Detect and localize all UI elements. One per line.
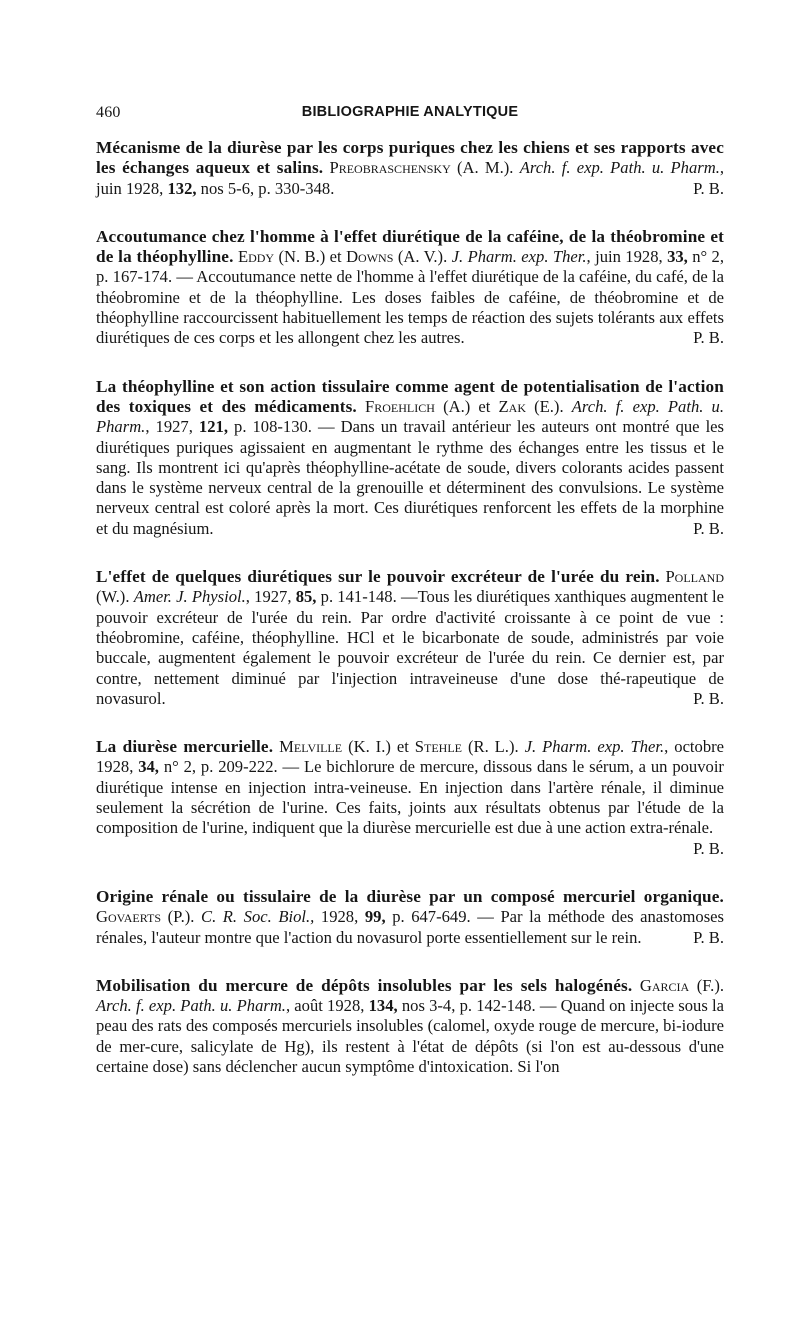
entry-initials: (R. L.).	[467, 737, 519, 757]
bibliography-entries	[96, 138, 724, 1105]
entry-volume: 85,	[295, 587, 317, 607]
entry-author: Eddy	[237, 247, 275, 267]
entry-body: — Par la méthode des anastomoses rénales, l'auteur montre que l'action du novasurol porte essentiellement sur le rein.	[96, 907, 724, 947]
entry-issue: n° 2, p. 209-222.	[163, 757, 278, 777]
entry-initials: (A. M.).	[456, 158, 514, 178]
entry-date: juin 1928,	[595, 247, 663, 267]
entry-text: Accoutumance chez l'homme à l'effet diurétique de la caféine, de la théobromine et de la théophylline. Eddy (N. B.) et Downs (A. V.). J. Pharm. exp. Ther., juin 1928, 33, n° 2, p. 167-174. — Accoutumance nette de l'homme à l'effet diurétique de la caféine, du café, de la théobromine et de la théophylline. Les doses faibles de caféine, de théobromine et de théophylline raccourcissent habituellement les temps de réaction des sujets tolérants aux effets diurétiques de ces corps et les allongent chez les autres. P. B.	[96, 226, 724, 348]
entry-signature: P. B.	[693, 688, 724, 708]
bibliography-entry	[96, 737, 724, 859]
entry-signature: P. B.	[693, 178, 724, 198]
entry-journal: C. R. Soc. Biol.,	[201, 907, 315, 927]
entry-initials: (W.).	[96, 587, 130, 607]
entry-title: La théophylline et son action tissulaire comme agent de potentialisation de l'action des toxiques et des médicaments.	[96, 376, 724, 416]
entry-volume: 121,	[198, 417, 228, 437]
entry-author: Melville	[279, 737, 343, 757]
entry-volume: 134,	[368, 996, 398, 1016]
entry-signature: P. B.	[693, 927, 724, 947]
entry-text: Mécanisme de la diurèse par les corps puriques chez les chiens et ses rapports avec les échanges aqueux et salins. Preobraschensky (A. M.). Arch. f. exp. Path. u. Pharm., juin 1928, 132, nos 5-6, p. 330-348. P. B.	[96, 138, 725, 198]
entry-author-2: Downs	[346, 247, 394, 267]
entry-date: 1927,	[155, 417, 193, 437]
entry-initials: (F.).	[696, 975, 724, 995]
entry-signature: P. B.	[693, 518, 724, 538]
entry-title: Origine rénale ou tissulaire de la diurèse par un composé mercuriel organique.	[96, 886, 724, 906]
bibliography-entry	[96, 567, 724, 709]
entry-title: Mobilisation du mercure de dépôts insolubles par les sels halogénés.	[96, 975, 633, 995]
entry-journal: J. Pharm. exp. Ther.	[524, 737, 665, 757]
entry-author: Garcia	[639, 975, 690, 995]
entry-author-2: Zak	[498, 396, 526, 416]
entry-body: — Dans un travail antérieur les auteurs ont montré que les diurétiques puriques agissaient en augmentant le rythme des échanges entre les tissus et le sang. Ils montrent ici qu'après théophylline-acétate de soude, divers colorants acides passent dans le système nerveux central de la grenouille et déterminent des convulsions. Le système nerveux central est coloré après la mort. Ces diurétiques renforcent les effets de la morphine et du magnésium.	[96, 417, 725, 538]
bibliography-entry	[96, 976, 724, 1077]
entry-title: L'effet de quelques diurétiques sur le pouvoir excréteur de l'urée du rein.	[96, 567, 660, 587]
entry-initials: (E.).	[534, 396, 564, 416]
entry-text: L'effet de quelques diurétiques sur le pouvoir excréteur de l'urée du rein. Polland (W.). Amer. J. Physiol., 1927, 85, p. 141-148. —Tous les diurétiques xanthiques augmentent le pouvoir excréteur de l'urée du rein. Par ordre d'activité croissante à ce point de vue : théobromine, caféine, théophylline. HCl et le bicarbonate de soude, administrés par voie buccale, augmentent également le pouvoir excréteur de l'urée du rein. Ce dernier est, par contre, nettement diminué par l'injection intraveineuse d'une dose thé-rapeutique de novasurol. P. B.	[96, 567, 725, 708]
entry-author-tail: (N. B.) et	[278, 247, 342, 267]
entry-author-tail: (A.) et	[443, 396, 491, 416]
entry-issue: nos 5-6, p. 330-348.	[200, 178, 335, 198]
running-header	[96, 104, 724, 128]
entry-journal: Arch. f. exp. Path. u. Pharm.	[96, 396, 724, 437]
entry-date: 1927,	[254, 587, 292, 607]
entry-issue: p. 108-130.	[234, 417, 312, 437]
entry-body: — Accoutumance nette de l'homme à l'effet diurétique de la caféine, du café, de la théobromine et de la théophylline. Les doses faibles de caféine, de théobromine et de théophylline raccourcissent habituellement les temps de réaction des sujets tolérants aux effets diurétiques de ces corps et les allongent chez les autres.	[96, 267, 724, 348]
entry-author: Govaerts	[96, 907, 162, 927]
running-title: BIBLIOGRAPHIE ANALYTIQUE	[301, 104, 519, 120]
bibliography-entry	[96, 887, 724, 948]
entry-date: octobre 1928,	[96, 737, 725, 777]
entry-journal: J. Pharm. exp. Ther.	[451, 247, 587, 267]
entry-author: Froehlich	[365, 396, 435, 416]
entry-initials: (P.).	[167, 907, 195, 927]
entry-journal: Arch. f. exp. Path. u. Pharm.	[96, 996, 286, 1016]
entry-title: Mécanisme de la diurèse par les corps puriques chez les chiens et ses rapports avec les échanges aqueux et salins.	[96, 138, 724, 178]
entry-body: — Le bichlorure de mercure, dissous dans le sérum, a un pouvoir diurétique intense en injection intra-veineuse. En injection dans l'artère rénale, il diminue seulement la sécrétion de l'urine. Ces faits, joints aux résultats obtenus par l'étude de la composition de l'urine, indiquent que la diurèse mercurielle est due à une action extra-rénale.	[96, 757, 724, 838]
entry-author-2: Stehle	[414, 737, 462, 757]
entry-date: août 1928,	[294, 996, 365, 1016]
entry-issue: p. 141-148.	[320, 587, 397, 607]
bibliography-entry	[96, 227, 724, 349]
entry-author-tail: (K. I.) et	[348, 737, 409, 757]
bibliography-entry	[96, 377, 724, 539]
bibliography-entry	[96, 138, 724, 199]
entry-date: juin 1928,	[96, 178, 164, 198]
entry-volume: 33,	[667, 247, 688, 267]
entry-text	[96, 887, 724, 948]
entry-signature: P. B.	[693, 328, 724, 348]
entry-text: La théophylline et son action tissulaire comme agent de potentialisation de l'action des toxiques et des médicaments. Froehlich (A.) et Zak (E.). Arch. f. exp. Path. u. Pharm., 1927, 121, p. 108-130. — Dans un travail antérieur les auteurs ont montré que les diurétiques puriques agissaient en augmentant le rythme des échanges entre les tissus et le sang. Ils montrent ici qu'après théophylline-acétate de soude, divers colorants acides passent dans le système nerveux central de la grenouille et déterminent des convulsions. Le système nerveux central est coloré après la mort. Ces diurétiques renforcent les effets de la morphine et du magnésium. P. B.	[96, 376, 725, 538]
entry-volume: 132,	[167, 178, 197, 198]
entry-issue: p. 647-649.	[392, 907, 471, 927]
entry-text: La diurèse mercurielle. Melville (K. I.) et Stehle (R. L.). J. Pharm. exp. Ther., octobre 1928, 34, n° 2, p. 209-222. — Le bichlorure de mercure, dissous dans le sérum, a un pouvoir diurétique intense en injection intra-veineuse. En injection dans l'artère rénale, il diminue seulement la sécrétion de l'urine. Ces faits, joints aux résultats obtenus par l'étude de la composition de l'urine, indiquent que la diurèse mercurielle est due à une action extra-rénale. P. B.	[96, 737, 725, 858]
entry-journal: Amer. J. Physiol.	[133, 587, 246, 607]
entry-body: — Quand on injecte sous la peau des rats des composés mercuriels insolubles (calomel, oxyde rouge de mercure, bi-iodure de mer-cure, salicylate de Hg), ils restent à l'état de dépôts (si l'on est au-dessous d'une certaine dose) sans déclencher aucun symptôme d'intoxication. Si l'on	[96, 996, 724, 1076]
entry-date: 1928,	[320, 907, 359, 927]
entry-volume: 34,	[138, 757, 159, 777]
entry-issue: nos 3-4, p. 142-148.	[401, 996, 536, 1016]
entry-initials: (A. V.).	[397, 247, 448, 267]
entry-volume: 99,	[364, 907, 386, 927]
entry-author: Polland	[665, 567, 724, 587]
page-number: 460	[96, 104, 121, 121]
entry-issue: n° 2, p. 167-174.	[96, 247, 724, 287]
entry-signature: P. B.	[693, 838, 724, 858]
entry-text: Mobilisation du mercure de dépôts insolubles par les sels halogénés. Garcia (F.). Arch. f. exp. Path. u. Pharm., août 1928, 134, nos 3-4, p. 142-148. — Quand on injecte sous la peau des rats des composés mercuriels insolubles (calomel, oxyde rouge de mercure, bi-iodure de mer-cure, salicylate de Hg), ils restent à l'état de dépôts (si l'on est au-dessous d'une certaine dose) sans déclencher aucun symptôme d'intoxication. Si l'on	[96, 975, 724, 1076]
entry-body: —Tous les diurétiques xanthiques augmentent le pouvoir excréteur de l'urée du rein. Par ordre d'activité croissante à ce point de vue : théobromine, caféine, théophylline. HCl et le bicarbonate de soude, administrés par voie buccale, augmentent également le pouvoir excréteur de l'urée du rein. Ce dernier est, par contre, nettement diminué par l'injection intraveineuse d'une dose thé-rapeutique de novasurol.	[96, 587, 725, 708]
entry-title: Accoutumance chez l'homme à l'effet diurétique de la caféine, de la théobromine et de la théophylline.	[96, 226, 724, 267]
entry-journal: Arch. f. exp. Path. u. Pharm.	[519, 158, 720, 178]
entry-title: La diurèse mercurielle.	[96, 737, 274, 757]
entry-author: Preobraschensky	[329, 158, 451, 178]
